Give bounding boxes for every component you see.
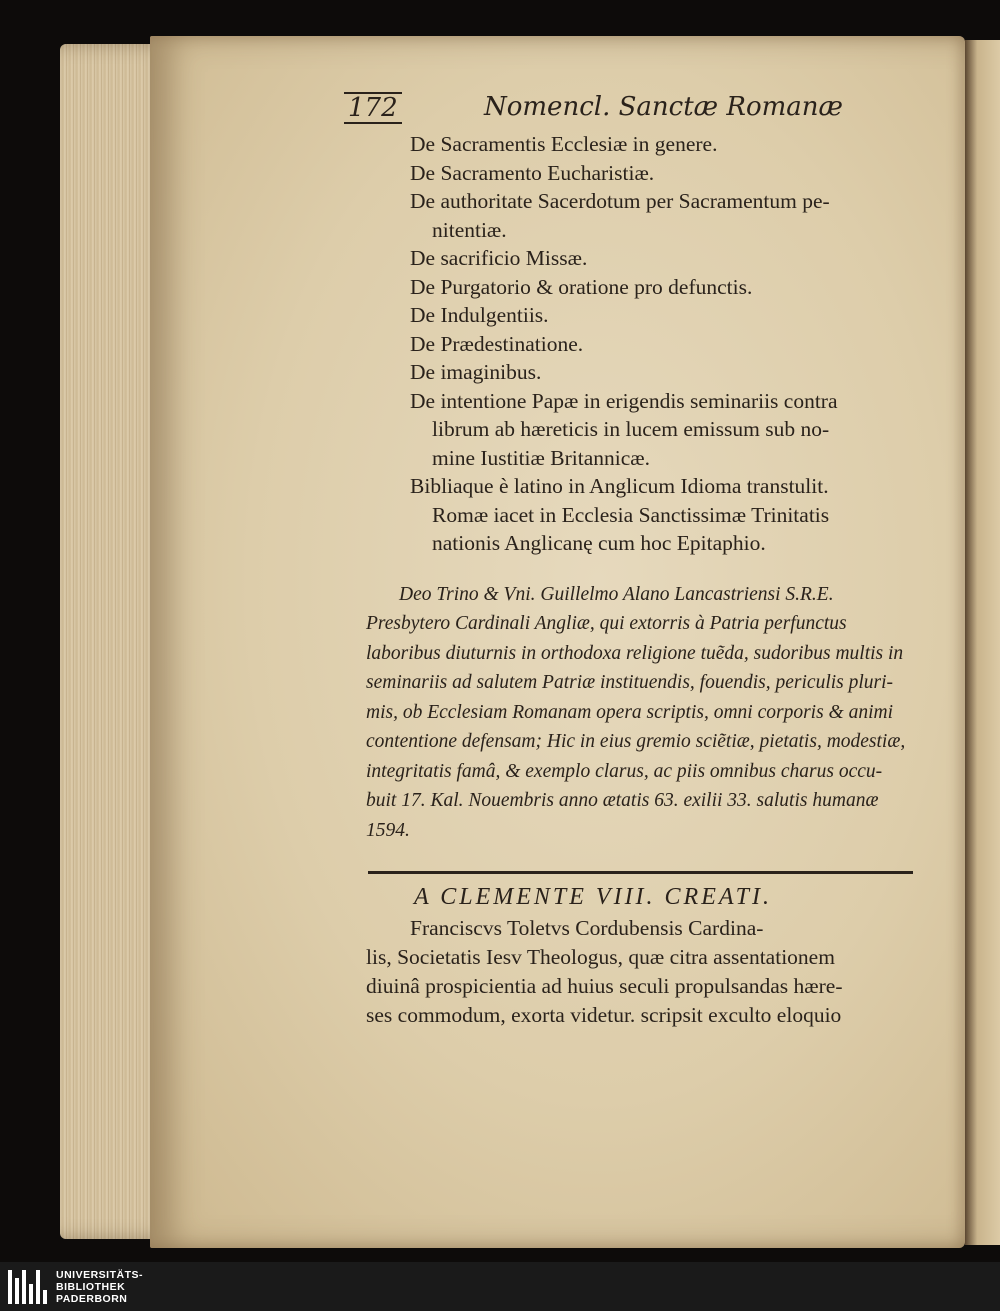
list-item: De Prædestinatione. bbox=[410, 331, 584, 356]
epitaph-line: seminariis ad salutem Patriæ instituendis, fouendis, periculis pluri- bbox=[366, 672, 894, 693]
list-item: nationis Anglicanę cum hoc Epitaphio. bbox=[432, 531, 766, 555]
epitaph bbox=[344, 580, 924, 846]
epitaph-line: laboribus diuturnis in orthodoxa religione tuẽda, sudoribus multis in bbox=[366, 642, 904, 664]
list-item: De sacrificio Missæ. bbox=[410, 246, 588, 270]
list-item: nitentiæ. bbox=[432, 217, 507, 242]
list-item: De imaginibus. bbox=[410, 360, 542, 384]
epitaph-line: Presbytero Cardinali Angliæ, qui extorris à Patria perfunctus bbox=[366, 613, 847, 634]
facing-page-edge bbox=[965, 40, 1000, 1245]
epitaph-line: integritatis famâ, & exemplo clarus, ac piis omnibus charus occu- bbox=[366, 760, 883, 782]
list-item: Bibliaque è latino in Anglicum Idioma transtulit. bbox=[410, 474, 829, 498]
body-text bbox=[344, 914, 924, 1030]
list-item: De authoritate Sacerdotum per Sacramentum pe- bbox=[410, 189, 830, 213]
list-item: Romæ iacet in Ecclesia Sanctissimæ Trinitatis bbox=[432, 502, 830, 527]
library-logo-text bbox=[56, 1269, 143, 1305]
epitaph-line: contentione defensam; Hic in eius gremio sciẽtiæ, pietatis, modestiæ, bbox=[366, 731, 906, 752]
list-item: mine Iustitiæ Britannicæ. bbox=[432, 445, 650, 470]
logo-line: PADERBORN bbox=[56, 1293, 128, 1305]
list-item: De Sacramentis Ecclesiæ in genere. bbox=[410, 132, 718, 156]
library-footer bbox=[0, 1262, 1000, 1311]
running-head: Nomencl. Sanctæ Romanæ bbox=[484, 92, 843, 122]
logo-line: UNIVERSITÄTS- bbox=[56, 1269, 144, 1281]
body-line: Franciscvs Toletvs Cordubensis Cardina- bbox=[410, 916, 764, 940]
epitaph-line: buit 17. Kal. Nouembris anno ætatis 63. exilii 33. salutis humanæ bbox=[366, 790, 879, 811]
library-logo-icon bbox=[8, 1270, 50, 1304]
list-item: librum ab hæreticis in lucem emissum sub no- bbox=[432, 417, 830, 441]
list-item: De Indulgentiis. bbox=[410, 303, 549, 327]
body-line: diuinâ prospicientia ad huius seculi propulsandas hære- bbox=[366, 974, 843, 998]
list-item: De Sacramento Eucharistiæ. bbox=[410, 160, 655, 185]
body-line: lis, Societatis Iesv Theologus, quæ citra assentationem bbox=[366, 945, 835, 969]
epitaph-line: Deo Trino & Vni. Guillelmo Alano Lancastriensi S.R.E. bbox=[399, 583, 834, 605]
body-line: ses commodum, exorta videtur. scripsit exculto eloquio bbox=[366, 1003, 842, 1027]
list-item: De intentione Papæ in erigendis seminariis contra bbox=[410, 388, 838, 413]
work-list bbox=[344, 130, 924, 558]
list-item: De Purgatorio & oratione pro defunctis. bbox=[410, 274, 753, 299]
section-title: A CLEMENTE VIII. CREATI. bbox=[414, 884, 772, 910]
section-divider bbox=[368, 871, 913, 874]
page-number: 172 bbox=[344, 92, 402, 124]
logo-line: BIBLIOTHEK bbox=[56, 1281, 126, 1293]
epitaph-line: mis, ob Ecclesiam Romanam opera scriptis, omni corporis & animi bbox=[366, 701, 894, 723]
page-header bbox=[344, 92, 924, 132]
epitaph-line: 1594. bbox=[366, 819, 410, 841]
page-text bbox=[344, 92, 924, 1030]
